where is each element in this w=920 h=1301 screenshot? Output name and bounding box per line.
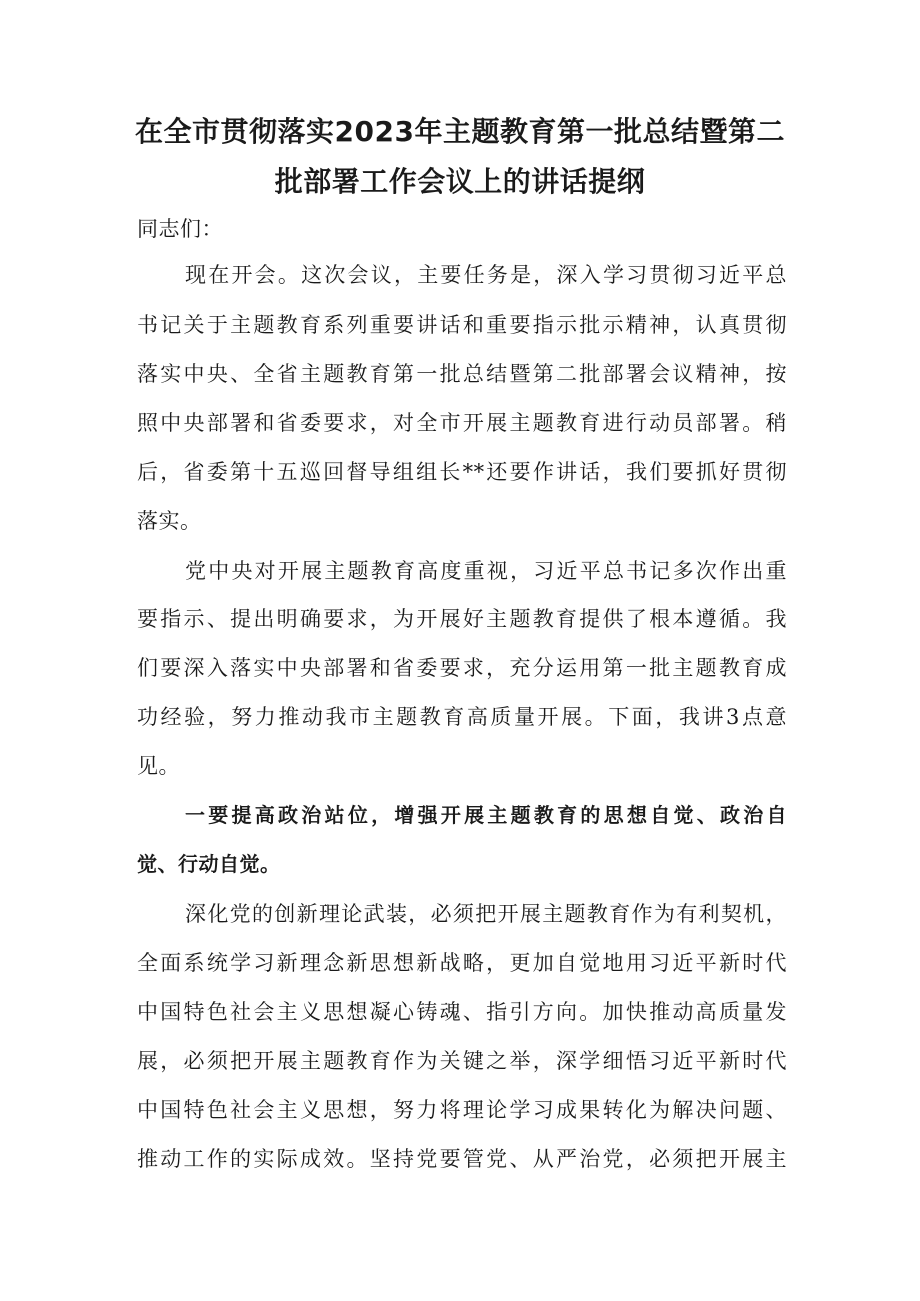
paragraph-line: 深化党的创新理论武装，必须把开展主题教育作为有利契机， (185, 902, 787, 926)
salutation: 同志们： (137, 217, 223, 241)
section-heading-line: 觉、行动自觉。 (137, 852, 281, 876)
paragraph-line: 落实中央、全省主题教育第一批总结暨第二批部署会议精神，按 (137, 362, 787, 386)
paragraph-line: 中国特色社会主义思想凝心铸魂、指引方向。加快推动高质量发 (137, 1000, 787, 1024)
paragraph-line: 落实。 (137, 509, 202, 533)
paragraph-line: 功经验，努力推动我市主题教育高质量开展。下面，我讲3点意 (137, 705, 787, 729)
section-heading-line: 一要提高政治站位，增强开展主题教育的思想自觉、政治自 (185, 803, 787, 827)
paragraph-line: 照中央部署和省委要求，对全市开展主题教育进行动员部署。稍 (137, 411, 787, 435)
paragraph-line: 全面系统学习新理念新思想新战略，更加自觉地用习近平新时代 (137, 951, 787, 975)
document-title-line-1: 在全市贯彻落实2023年主题教育第一批总结暨第二 (135, 115, 785, 148)
paragraph-line: 推动工作的实际成效。坚持党要管党、从严治党，必须把开展主 (137, 1147, 787, 1171)
paragraph-line: 展，必须把开展主题教育作为关键之举，深学细悟习近平新时代 (137, 1049, 787, 1073)
paragraph-line: 见。 (137, 754, 180, 778)
paragraph-line: 书记关于主题教育系列重要讲话和重要指示批示精神，认真贯彻 (137, 313, 787, 337)
paragraph-line: 中国特色社会主义思想，努力将理论学习成果转化为解决问题、 (137, 1098, 787, 1122)
paragraph-line: 要指示、提出明确要求，为开展好主题教育提供了根本遵循。我 (137, 607, 787, 631)
paragraph-line: 们要深入落实中央部署和省委要求，充分运用第一批主题教育成 (137, 656, 787, 680)
document-title-line-2: 批部署工作会议上的讲话提纲 (274, 165, 646, 198)
paragraph-line: 后，省委第十五巡回督导组组长**还要作讲话，我们要抓好贯彻 (137, 460, 787, 484)
paragraph-line: 党中央对开展主题教育高度重视，习近平总书记多次作出重 (185, 559, 787, 583)
paragraph-line: 现在开会。这次会议，主要任务是，深入学习贯彻习近平总 (185, 263, 787, 287)
